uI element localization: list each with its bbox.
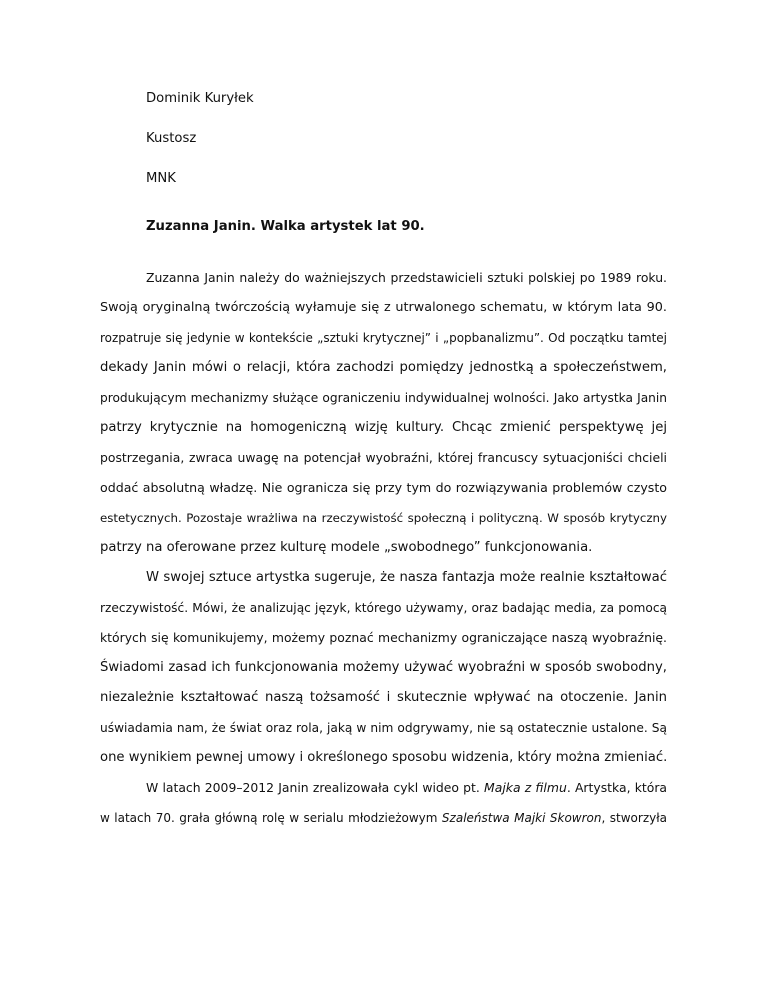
author-role: Kustosz xyxy=(146,131,197,146)
paragraph-1-line: patrzy na oferowane przez kulturę modele „swobodnego” funkcjonowania. xyxy=(100,540,593,555)
author-block xyxy=(146,91,254,211)
paragraph-2-line: niezależnie kształtować naszą tożsamość i skutecznie wpływać na otoczenie. Janin xyxy=(100,690,667,705)
paragraph-1-line: postrzegania, zwraca uwagę na potencjał wyobraźni, której francuscy sytuacjoniści chcieli xyxy=(100,450,667,465)
document-title: Zuzanna Janin. Walka artystek lat 90. xyxy=(146,219,425,234)
series-title: Szaleństwa Majki Skowron xyxy=(441,811,602,825)
paragraph-1-line: dekady Janin mówi o relacji, która zachodzi pomiędzy jednostką a społeczeństwem, xyxy=(100,360,667,375)
paragraph-2-line: Świadomi zasad ich funkcjonowania możemy używać wyobraźni w sposób swobodny, xyxy=(100,660,667,675)
paragraph-1-line: estetycznych. Pozostaje wrażliwa na rzeczywistość społeczną i polityczną. W sposób krytyczny xyxy=(100,511,667,525)
paragraph-3-line xyxy=(100,803,667,833)
paragraph-2-line: rzeczywistość. Mówi, że analizując język, którego używamy, oraz badając media, za pomocą xyxy=(100,601,667,615)
film-title: Majka z filmu xyxy=(484,780,567,795)
paragraph-1-line: produkującym mechanizmy służące ograniczeniu indywidualnej wolności. Jako artystka Janin xyxy=(100,391,667,405)
document-body xyxy=(100,263,667,833)
text-run: w latach 70. grała główną rolę w serialu młodzieżowym xyxy=(100,811,442,825)
paragraph-2-line: one wynikiem pewnej umowy i określonego sposobu widzenia, który można zmieniać. xyxy=(100,750,668,765)
text-run: . Artystka, która xyxy=(566,780,667,795)
paragraph-1-line: oddać absolutną władzę. Nie ogranicza się przy tym do rozwiązywania problemów czysto xyxy=(100,480,667,495)
paragraph-2-line: których się komunikujemy, możemy poznać mechanizmy ograniczające naszą wyobraźnię. xyxy=(100,630,667,645)
paragraph-1-line: Swoją oryginalną twórczością wyłamuje się z utrwalonego schematu, w którym lata 90. xyxy=(100,300,667,315)
text-run: , stworzyła xyxy=(601,811,667,825)
paragraph-1-line: rozpatruje się jedynie w kontekście „sztuki krytycznej” i „popbanalizmu”. Od początku tamtej xyxy=(100,331,667,345)
paragraph-1-line: patrzy krytycznie na homogeniczną wizję kultury. Chcąc zmienić perspektywę jej xyxy=(100,420,667,435)
author-name: Dominik Kuryłek xyxy=(146,91,254,106)
text-run: W latach 2009–2012 Janin zrealizowała cykl wideo pt. xyxy=(146,780,485,795)
paragraph-2-line: W swojej sztuce artystka sugeruje, że nasza fantazja może realnie kształtować xyxy=(146,570,667,585)
paragraph-3-line xyxy=(100,773,667,803)
author-institution: MNK xyxy=(146,171,176,186)
paragraph-1-line: Zuzanna Janin należy do ważniejszych przedstawicieli sztuki polskiej po 1989 roku. xyxy=(146,270,667,285)
paragraph-2-line: uświadamia nam, że świat oraz rola, jaką w nim odgrywamy, nie są ostatecznie ustalone. Są xyxy=(100,721,667,735)
